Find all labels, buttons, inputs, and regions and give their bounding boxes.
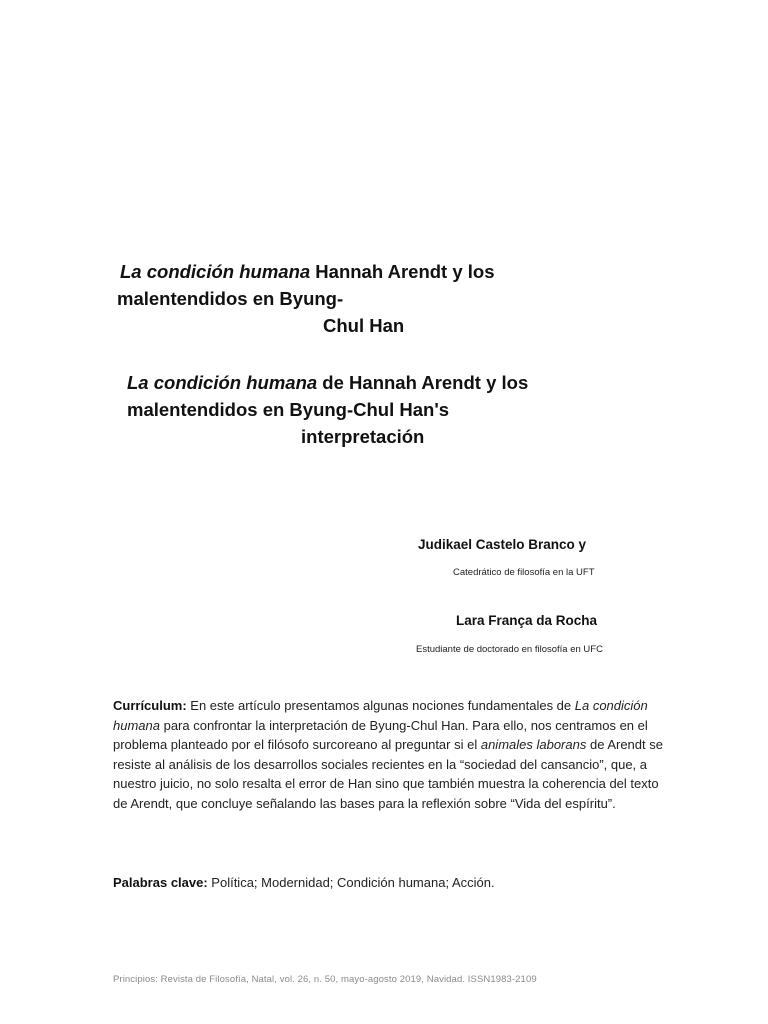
- author-1-affiliation: Catedrático de filosofía en la UFT: [453, 567, 595, 578]
- title-primary-line1: [120, 258, 680, 285]
- abstract: [113, 696, 665, 814]
- abstract-label: Currículum:: [113, 698, 187, 713]
- author-2-affiliation: Estudiante de doctorado en filosofía en UFC: [416, 644, 603, 655]
- author-1-name: Judikael Castelo Branco y: [418, 537, 587, 552]
- title-secondary: [127, 369, 687, 450]
- title-primary-italic: La condición humana: [120, 261, 311, 282]
- abstract-text-1: En este artículo presentamos algunas nociones fundamentales de: [186, 698, 575, 713]
- title-primary-line3: Chul Han: [323, 315, 405, 336]
- title-primary-line2: malentendidos en Byung-: [117, 288, 344, 309]
- keywords-label: Palabras clave:: [113, 875, 208, 890]
- abstract-text-3: de Arendt se resiste al análisis de los desarrollos sociales recientes en la “sociedad del cansancio”, que, a nuestro juicio, no solo resalta el error de Han sino que también muestra la coherencia del texto de Arendt, que concluye señalando las bases para la reflexión sobre “Vida del espíritu”.: [113, 737, 663, 811]
- journal-footer: Principios: Revista de Filosofía, Natal, vol. 26, n. 50, mayo-agosto 2019, Navidad. ISSN1983-2109: [113, 974, 537, 985]
- title-primary-line1-rest: Hannah Arendt y los: [310, 261, 495, 282]
- title-secondary-italic: La condición humana: [127, 372, 318, 393]
- abstract-text-2: para confrontar la interpretación de Byung-Chul Han. Para ello, nos centramos en el problema planteado por el filósofo surcoreano al preguntar si el: [113, 717, 648, 753]
- author-2-name: Lara França da Rocha: [456, 613, 598, 628]
- abstract-italic-2: animales laborans: [480, 737, 587, 753]
- keywords: [113, 873, 665, 893]
- title-primary: [117, 258, 680, 339]
- title-secondary-line2: malentendidos en Byung-Chul Han's: [127, 399, 450, 420]
- keywords-text: Política; Modernidad; Condición humana; Acción.: [207, 875, 495, 890]
- abstract-italic-1: La condición humana: [113, 698, 648, 733]
- title-secondary-line1-rest: de Hannah Arendt y los: [317, 372, 529, 393]
- title-secondary-line1: [127, 369, 687, 396]
- title-secondary-line3: interpretación: [301, 426, 425, 447]
